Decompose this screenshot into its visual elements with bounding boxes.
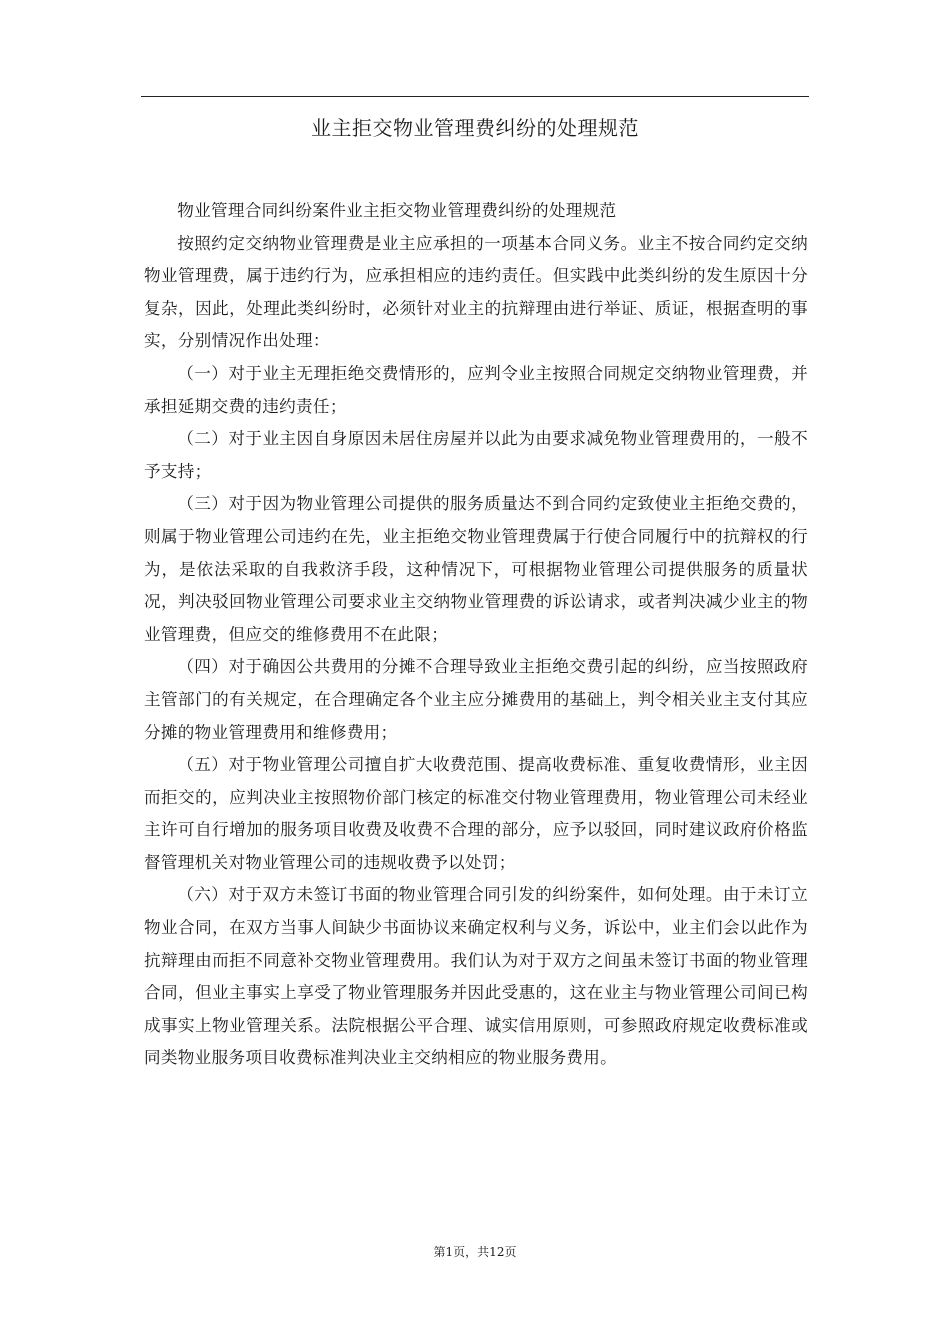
paragraph-item-5: （五）对于物业管理公司擅自扩大收费范围、提高收费标准、重复收费情形，业主因而拒交的，应判决业主按照物价部门核定的标准交付物业管理费用，物业管理公司未经业主许可自行增加的服务项目收费及收费不合理的部分，应予以驳回，同时建议政府价格监督管理机关对物业管理公司的违规收费予以处罚； [144, 755, 808, 872]
paragraph-item-1: （一）对于业主无理拒绝交费情形的，应判令业主按照合同规定交纳物业管理费，并承担延期交费的违约责任； [144, 363, 808, 416]
paragraph-intro: 按照约定交纳物业管理费是业主应承担的一项基本合同义务。业主不按合同约定交纳物业管理费，属于违约行为，应承担相应的违约责任。但实践中此类纠纷的发生原因十分复杂，因此，处理此类纠纷时，必须针对业主的抗辩理由进行举证、质证，根据查明的事实，分别情况作出处理： [144, 233, 808, 351]
document-title: 业主拒交物业管理费纠纷的处理规范 [311, 116, 639, 140]
paragraph-item-3: （三）对于因为物业管理公司提供的服务质量达不到合同约定致使业主拒绝交费的，则属于物业管理公司违约在先，业主拒绝交物业管理费属于行使合同履行中的抗辩权的行为，是依法采取的自我救济手段，这种情况下，可根据物业管理公司提供服务的质量状况，判决驳回物业管理公司要求业主交纳物业管理费的诉讼请求，或者判决减少业主的物业管理费，但应交的维修费用不在此限； [144, 494, 808, 644]
paragraph-subtitle: 物业管理合同纠纷案件业主拒交物业管理费纠纷的处理规范 [177, 201, 617, 220]
header-rule [141, 96, 809, 97]
paragraph-item-4: （四）对于确因公共费用的分摊不合理导致业主拒绝交费引起的纠纷，应当按照政府主管部门的有关规定，在合理确定各个业主应分摊费用的基础上，判令相关业主支付其应分摊的物业管理费用和维修费用； [144, 657, 808, 742]
paragraph-item-6: （六）对于双方未签订书面的物业管理合同引发的纠纷案件，如何处理。由于未订立物业合同，在双方当事人间缺少书面协议来确定权利与义务，诉讼中，业主们会以此作为抗辩理由而拒不同意补交物业管理费用。我们认为对于双方之间虽未签订书面的物业管理合同，但业主事实上享受了物业管理服务并因此受惠的，这在业主与物业管理公司间已构成事实上物业管理关系。法院根据公平合理、诚实信用原则，可参照政府规定收费标准或同类物业服务项目收费标准判决业主交纳相应的物业服务费用。 [144, 885, 808, 1068]
page-number-footer: 第1页，共12页 [433, 1245, 517, 1259]
paragraph-item-2: （二）对于业主因自身原因未居住房屋并以此为由要求减免物业管理费用的，一般不予支持； [144, 429, 808, 481]
document-body [144, 195, 808, 1075]
